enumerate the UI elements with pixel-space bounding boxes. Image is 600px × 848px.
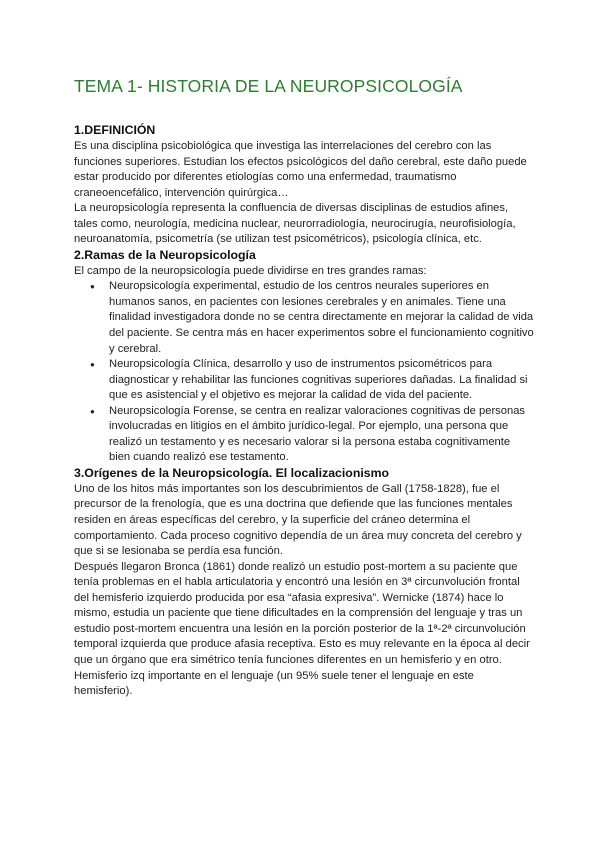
list-item: ● Neuropsicología Forense, se centra en realizar valoraciones cognitivas de personas involucradas en litigios en el ámbito jurídico-legal. Por ejemplo, una persona que realizó un testamento y es necesario valorar si la persona estaba cognitivamente bien cuando realizó ese testamento.	[109, 404, 534, 466]
list-item: ● Neuropsicología Clínica, desarrollo y uso de instrumentos psicométricos para diagnosticar y rehabilitar las funciones cognitivas superiores dañadas. La finalidad si que es asistencial y el objetivo es mejorar la calidad de vida del paciente.	[109, 357, 534, 404]
section-origenes	[74, 466, 534, 700]
section-definicion	[74, 123, 534, 248]
section-heading: 2.Ramas de la Neuropsicología	[74, 247, 256, 262]
paragraph: Después llegaron Bronca (1861) donde realizó un estudio post-mortem a su paciente que tenía problemas en el habla articulatoria y encontró una lesión en 3ª circunvolución frontal del hemisferio izquierdo producida por esa “afasia expresiva”. Wernicke (1874) hace lo mismo, estudia un paciente que tiene dificultades en la comprensión del lenguaje y tras un estudio post-mortem encuentra una lesión en la porción posterior de la 1ª-2ª circunvolución temporal izquierda que produce afasia receptiva. Esto es muy relevante en la época al decir que un órgano que era simétrico tenía funciones diferentes en un hemisferio y en otro. Hemisferio izq importante en el lenguaje (un 95% suele tener el lenguaje en este hemisferio).	[74, 560, 530, 698]
section-ramas	[74, 248, 534, 466]
branches-list	[74, 279, 534, 466]
paragraph: La neuropsicología representa la confluencia de diversas disciplinas de estudios afines, tales como, neurología, medicina nuclear, neurorradiología, neurocirugía, neurofisiología, neuroanatomía, psicometría (se utilizan test psicométricos), psicología clínica, etc.	[74, 202, 516, 246]
document-body	[74, 76, 534, 700]
paragraph: El campo de la neuropsicología puede dividirse en tres grandes ramas:	[74, 264, 427, 277]
list-item: ● Neuropsicología experimental, estudio de los centros neurales superiores en humanos sanos, en pacientes con lesiones cerebrales y en animales. Tiene una finalidad investigadora donde no se centra directamente en mejorar la calidad de vida del paciente. Se centra más en hacer experimentos sobre el funcionamiento cognitivo y cerebral.	[109, 279, 534, 357]
section-heading: 3.Orígenes de la Neuropsicología. El localizacionismo	[74, 465, 390, 480]
document-title: TEMA 1- HISTORIA DE LA NEUROPSICOLOGÍA	[74, 76, 463, 96]
paragraph: Uno de los hitos más importantes son los descubrimientos de Gall (1758-1828), fue el precursor de la frenología, que es una doctrina que defiende que las funciones mentales residen en áreas específicas del cerebro, y la superficie del cráneo determina el comportamiento. Cada proceso cognitivo dependía de un área muy concreta del cerebro y que si se lesionaba se perdía esa función.	[74, 482, 522, 558]
section-heading: 1.DEFINICIÓN	[74, 123, 156, 137]
paragraph: Es una disciplina psicobiológica que investiga las interrelaciones del cerebro con las funciones superiores. Estudian los efectos psicológicos del daño cerebral, este daño puede estar producido por diferentes etiologías como una enfermedad, traumatismo craneoencefálico, intervención quirúrgica…	[74, 140, 527, 199]
